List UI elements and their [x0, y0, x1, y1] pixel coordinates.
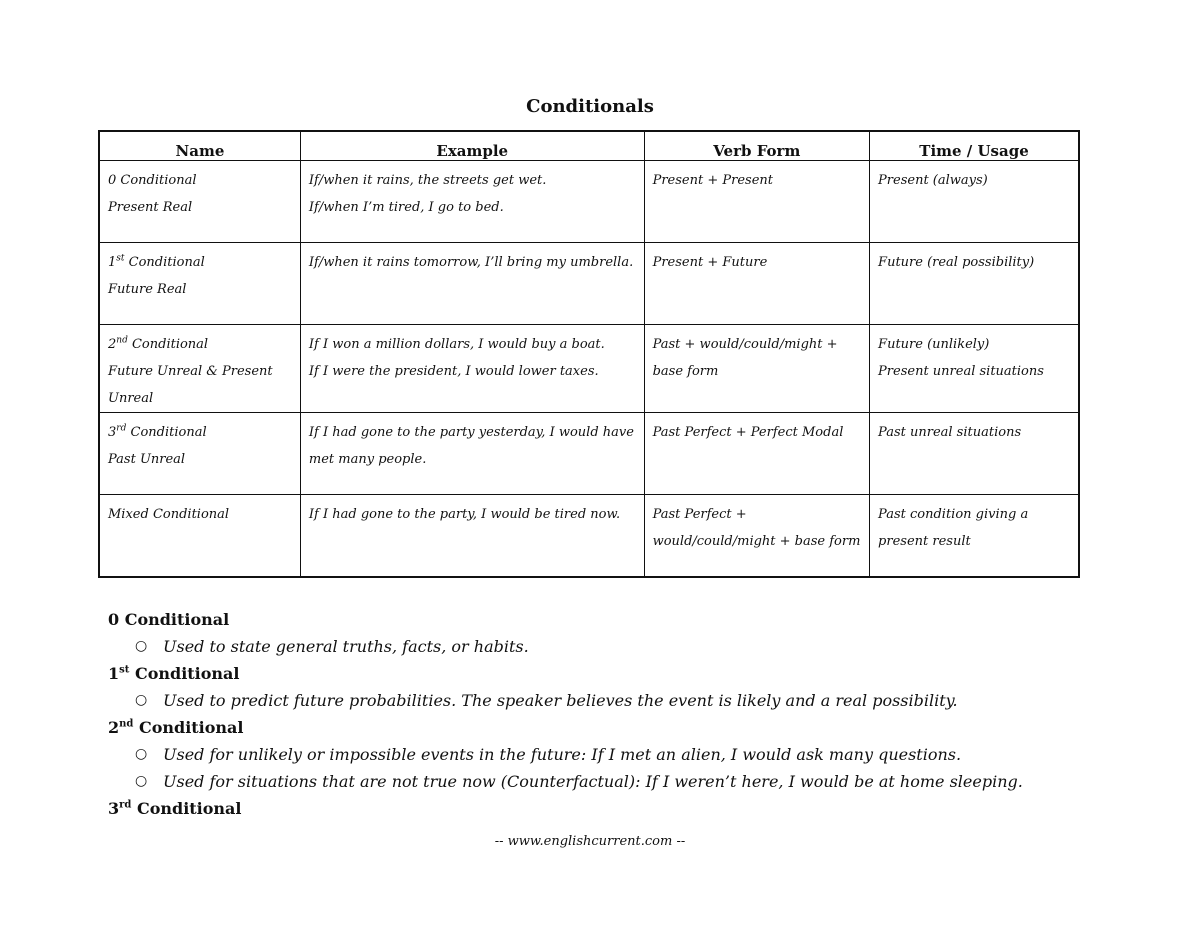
cell-example [300, 325, 644, 413]
cell-time-usage-line: Present unreal situations [878, 364, 1044, 379]
cell-verb-form-line: Past Perfect + Perfect Modal [652, 425, 844, 440]
cell-time-usage [870, 495, 1079, 577]
cell-name [99, 413, 300, 495]
cell-time-usage-line: Future (real possibility) [878, 255, 1035, 270]
cell-example [300, 243, 644, 325]
header-name: Name [99, 131, 300, 161]
cell-verb-form-line: Present + Future [652, 255, 768, 270]
bullet-circle-icon: ○ [135, 773, 148, 789]
cell-verb-form-line: would/could/might + base form [652, 534, 861, 549]
cell-example-line: If I were the president, I would lower taxes. [308, 364, 599, 379]
header-example: Example [300, 131, 644, 161]
cell-name-line: Unreal [108, 391, 154, 406]
cell-name-line: Present Real [108, 200, 193, 215]
cell-example-line: If/when it rains, the streets get wet. [308, 173, 547, 188]
notes-bullet [108, 741, 1108, 768]
cell-example-line: If/when it rains tomorrow, I’ll bring my umbrella. [308, 255, 634, 270]
cell-name-line: 0 Conditional [108, 173, 197, 188]
cell-time-usage [870, 161, 1079, 243]
notes-heading: 1st Conditional [108, 664, 240, 683]
bullet-text: Used for unlikely or impossible events in the future: If I met an alien, I would ask many questions. [163, 745, 962, 764]
cell-time-usage-line: Past condition giving a [878, 507, 1029, 522]
conditionals-table [98, 130, 1080, 578]
cell-name-line: Future Unreal & Present [108, 364, 273, 379]
table-row [99, 161, 1079, 243]
cell-verb-form [644, 161, 869, 243]
notes-bullet [108, 687, 1108, 714]
cell-name [99, 243, 300, 325]
cell-example [300, 413, 644, 495]
bullet-text: Used to state general truths, facts, or habits. [163, 637, 529, 656]
cell-name-line: Mixed Conditional [108, 507, 230, 522]
cell-name-line: 2nd Conditional [108, 335, 209, 352]
notes-heading: 0 Conditional [108, 610, 230, 629]
cell-example-line: If I had gone to the party, I would be tired now. [308, 507, 621, 522]
cell-verb-form [644, 325, 869, 413]
cell-time-usage [870, 413, 1079, 495]
cell-time-usage-line: Past unreal situations [878, 425, 1022, 440]
table-body [99, 161, 1079, 577]
cell-name [99, 325, 300, 413]
notes-bullet [108, 633, 1108, 660]
table-header-row [99, 131, 1079, 161]
cell-time-usage-line: Future (unlikely) [878, 337, 990, 352]
cell-example-line: If I had gone to the party yesterday, I would have [308, 425, 634, 440]
cell-verb-form [644, 243, 869, 325]
bullet-circle-icon: ○ [135, 746, 148, 762]
cell-name [99, 495, 300, 577]
footer-url: -- www.englishcurrent.com -- [494, 834, 686, 849]
cell-time-usage-line: present result [878, 534, 971, 549]
page-title: Conditionals [526, 96, 654, 117]
header-verb-form: Verb Form [644, 131, 869, 161]
cell-verb-form-line: Present + Present [652, 173, 773, 188]
notes-section [108, 606, 1108, 822]
cell-verb-form-line: base form [652, 364, 719, 379]
cell-example [300, 161, 644, 243]
cell-name-line: 1st Conditional [108, 253, 205, 270]
cell-verb-form [644, 413, 869, 495]
cell-name-line: Future Real [108, 282, 187, 297]
cell-time-usage-line: Present (always) [878, 173, 988, 188]
header-time-usage: Time / Usage [870, 131, 1079, 161]
cell-example-line: met many people. [308, 452, 427, 467]
table-row [99, 495, 1079, 577]
cell-time-usage [870, 325, 1079, 413]
bullet-circle-icon: ○ [135, 692, 148, 708]
cell-name [99, 161, 300, 243]
cell-example-line: If I won a million dollars, I would buy a boat. [308, 337, 605, 352]
table-row [99, 243, 1079, 325]
bullet-text: Used for situations that are not true now (Counterfactual): If I weren’t here, I would be at home sleeping. [163, 772, 1023, 791]
notes-heading: 3rd Conditional [108, 799, 242, 818]
table-row [99, 413, 1079, 495]
cell-example-line: If/when I’m tired, I go to bed. [308, 200, 504, 215]
cell-time-usage [870, 243, 1079, 325]
cell-name-line: Past Unreal [108, 452, 186, 467]
cell-name-line: 3rd Conditional [108, 423, 207, 440]
cell-verb-form [644, 495, 869, 577]
cell-verb-form-line: Past + would/could/might + [652, 337, 838, 352]
bullet-circle-icon: ○ [135, 638, 148, 654]
table-row [99, 325, 1079, 413]
notes-heading: 2nd Conditional [108, 718, 244, 737]
cell-example [300, 495, 644, 577]
cell-verb-form-line: Past Perfect + [652, 507, 747, 522]
bullet-text: Used to predict future probabilities. The speaker believes the event is likely and a real possibility. [163, 691, 958, 710]
notes-bullet [108, 768, 1108, 795]
